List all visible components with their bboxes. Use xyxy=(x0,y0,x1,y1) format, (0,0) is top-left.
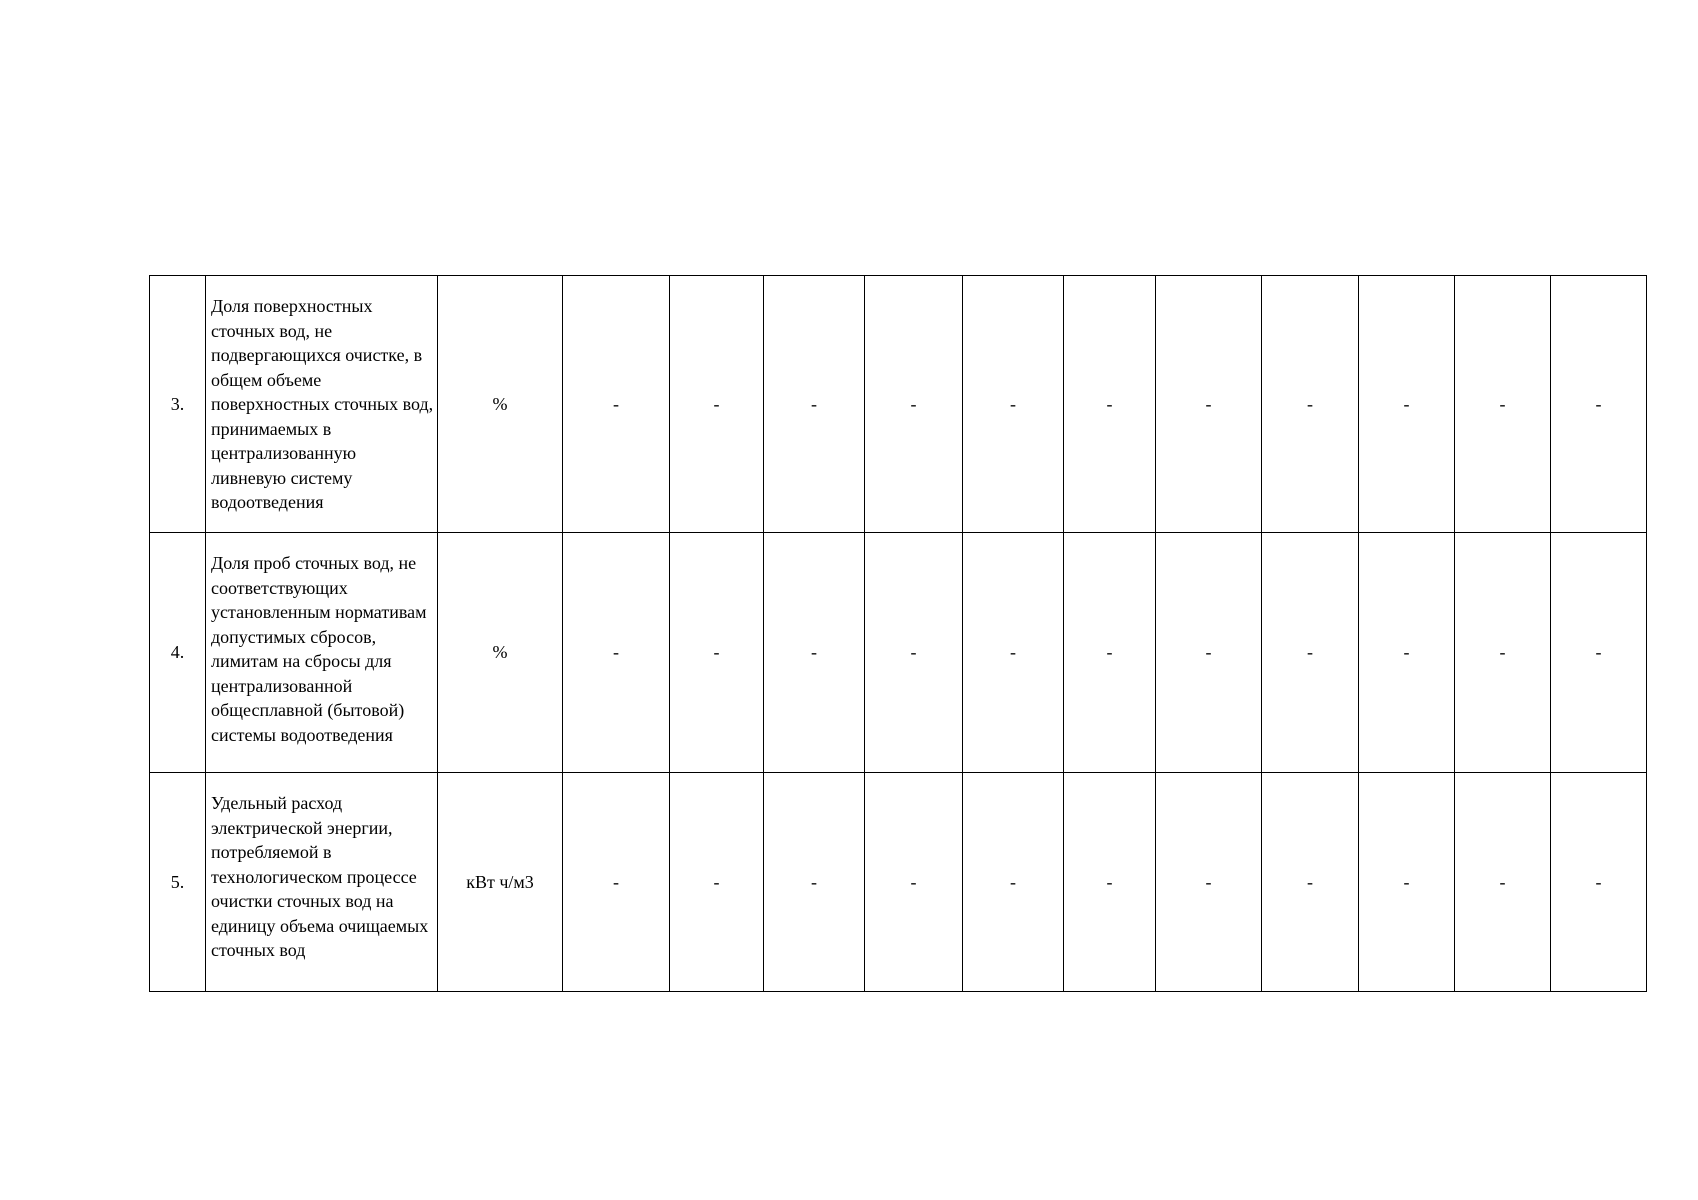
value-cell: - xyxy=(963,276,1064,533)
value-cell: - xyxy=(670,276,764,533)
value-cell: - xyxy=(670,773,764,992)
value-cell: - xyxy=(1064,533,1156,773)
value-cell: - xyxy=(1551,773,1647,992)
value-cell: - xyxy=(764,533,865,773)
value-cell: - xyxy=(764,773,865,992)
value-cell: - xyxy=(1455,773,1551,992)
value-cell: - xyxy=(963,773,1064,992)
value-cell: - xyxy=(670,533,764,773)
value-cell: - xyxy=(1455,276,1551,533)
value-cell: - xyxy=(1064,773,1156,992)
value-cell: - xyxy=(1359,533,1455,773)
row-unit: кВт ч/м3 xyxy=(438,773,563,992)
table-row xyxy=(150,276,1647,533)
value-cell: - xyxy=(1551,533,1647,773)
value-cell: - xyxy=(1156,276,1262,533)
value-cell: - xyxy=(764,276,865,533)
value-cell: - xyxy=(1455,533,1551,773)
row-description-cell xyxy=(206,533,438,773)
row-number: 4. xyxy=(150,533,206,773)
row-description: Доля поверхностных сточных вод, не подвергающихся очистке, в общем объеме поверхностных сточных вод, принимаемых в централизованную ливневую систему водоотведения xyxy=(211,296,434,512)
row-description: Удельный расход электрической энергии, потребляемой в технологическом процессе очистки сточных вод на единицу объема очищаемых сточных вод xyxy=(211,793,429,960)
row-number: 3. xyxy=(150,276,206,533)
table-row xyxy=(150,533,1647,773)
value-cell: - xyxy=(563,276,670,533)
value-cell: - xyxy=(1156,773,1262,992)
indicators-table xyxy=(149,275,1647,992)
row-unit: % xyxy=(438,276,563,533)
value-cell: - xyxy=(563,533,670,773)
row-description: Доля проб сточных вод, не соответствующих установленным нормативам допустимых сбросов, лимитам на сбросы для централизованной общесплавной (бытовой) системы водоотведения xyxy=(211,553,427,745)
row-unit: % xyxy=(438,533,563,773)
value-cell: - xyxy=(1359,773,1455,992)
row-description-cell xyxy=(206,276,438,533)
row-description-cell xyxy=(206,773,438,992)
value-cell: - xyxy=(1359,276,1455,533)
value-cell: - xyxy=(1262,773,1359,992)
table-row xyxy=(150,773,1647,992)
row-number: 5. xyxy=(150,773,206,992)
value-cell: - xyxy=(865,773,963,992)
value-cell: - xyxy=(1551,276,1647,533)
value-cell: - xyxy=(963,533,1064,773)
value-cell: - xyxy=(1262,276,1359,533)
value-cell: - xyxy=(865,276,963,533)
value-cell: - xyxy=(1156,533,1262,773)
value-cell: - xyxy=(865,533,963,773)
value-cell: - xyxy=(1064,276,1156,533)
value-cell: - xyxy=(1262,533,1359,773)
value-cell: - xyxy=(563,773,670,992)
